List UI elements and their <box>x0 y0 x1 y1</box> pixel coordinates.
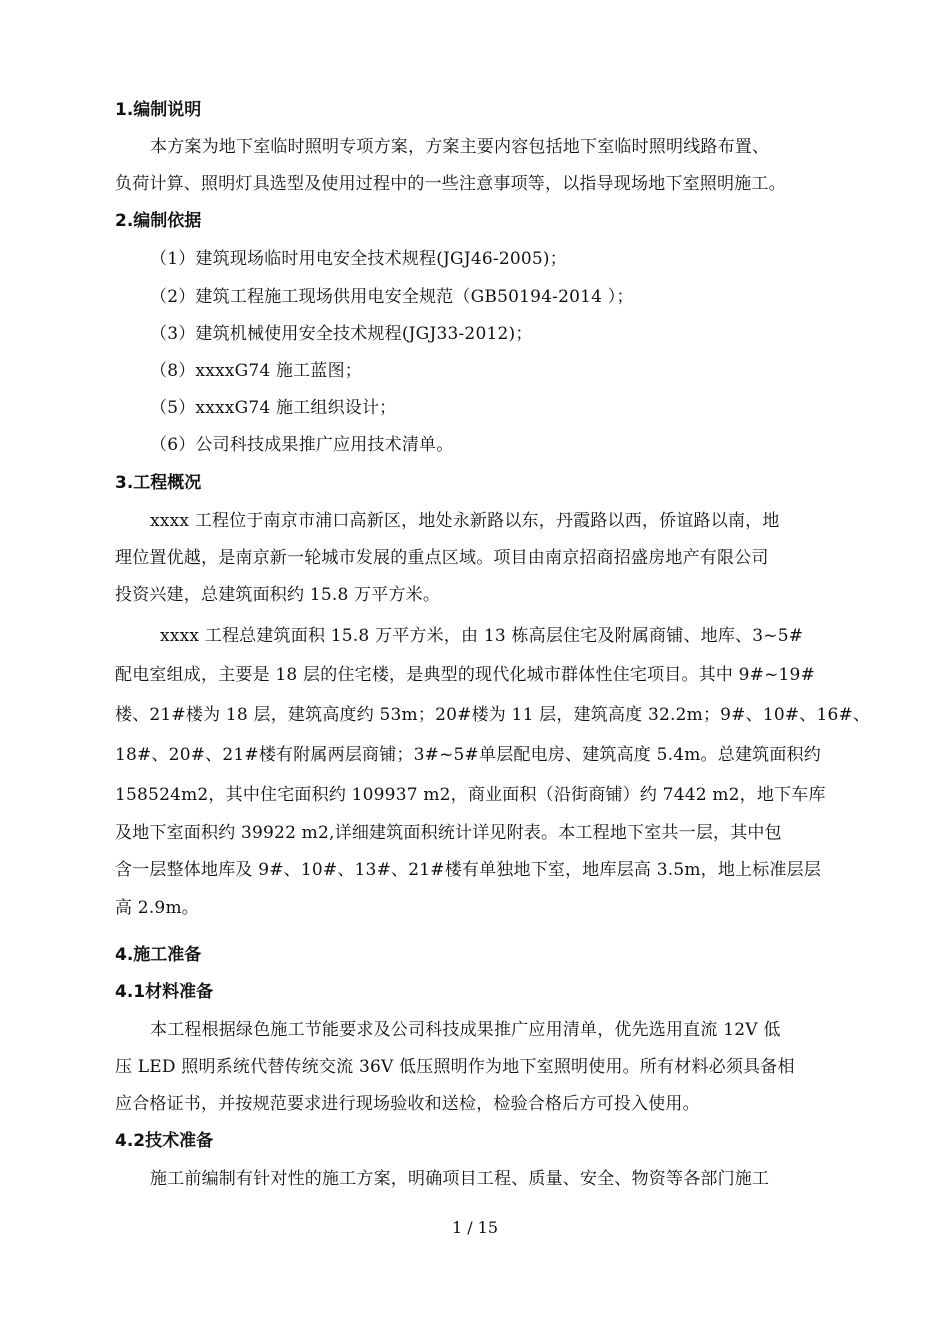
s3-p2-line-6: 及地下室面积约 39922 m2,详细建筑面积统计详见附表。本工程地下室共一层，其中包 <box>115 823 782 843</box>
s3-p2-line-5: 158524m2，其中住宅面积约 109937 m2，商业面积（沿街商铺）约 7442 m2，地下车库 <box>115 785 826 805</box>
s3-p2-line-7: 含一层整体地库及 9#、10#、13#、21#楼有单独地下室，地库层高 3.5m，地上标准层层 <box>115 860 822 880</box>
ref-item-3: （3）建筑机械使用安全技术规程(JGJ33-2012)； <box>150 324 533 344</box>
s3-p2-line-4: 18#、20#、21#楼有附属两层商铺；3#~5#单层配电房、建筑高度 5.4m。总建筑面积约 <box>115 745 821 765</box>
ref-item-4: （8）xxxxG74 施工蓝图； <box>150 361 362 381</box>
heading-3: 3.工程概况 <box>115 473 202 493</box>
ref-item-2: （2）建筑工程施工现场供用电安全规范（GB50194-2014 ）； <box>150 287 634 307</box>
s41-line-2: 压 LED 照明系统代替传统交流 36V 低压照明作为地下室照明使用。所有材料必须具备相 <box>115 1057 795 1077</box>
s41-line-3: 应合格证书，并按规范要求进行现场验收和送检，检验合格后方可投入使用。 <box>115 1094 700 1114</box>
heading-1: 1.编制说明 <box>115 100 202 120</box>
heading-4-1: 4.1材料准备 <box>115 982 214 1002</box>
s3-p2-line-3: 楼、21#楼为 18 层，建筑高度约 53m；20#楼为 11 层，建筑高度 32.2m；9#、10#、16#、 <box>115 705 871 725</box>
heading-4: 4.施工准备 <box>115 945 202 965</box>
s3-p1-line-2: 理位置优越，是南京新一轮城市发展的重点区域。项目由南京招商招盛房地产有限公司 <box>115 548 769 568</box>
s3-p2-line-8: 高 2.9m。 <box>115 898 199 918</box>
s3-p2-line-1: xxxx 工程总建筑面积 15.8 万平方米，由 13 栋高层住宅及附属商铺、地库、3~5# <box>160 626 804 646</box>
s3-p1-line-3: 投资兴建，总建筑面积约 15.8 万平方米。 <box>115 585 441 605</box>
s1-line-2: 负荷计算、照明灯具选型及使用过程中的一些注意事项等，以指导现场地下室照明施工。 <box>115 174 786 194</box>
s41-line-1: 本工程根据绿色施工节能要求及公司科技成果推广应用清单，优先选用直流 12V 低 <box>150 1020 781 1040</box>
s3-p1-line-1: xxxx 工程位于南京市浦口高新区，地处永新路以东，丹霞路以西，侨谊路以南，地 <box>150 511 780 531</box>
heading-4-2: 4.2技术准备 <box>115 1131 214 1151</box>
ref-item-6: （6）公司科技成果推广应用技术清单。 <box>150 435 454 455</box>
ref-item-1: （1）建筑现场临时用电安全技术规程(JGJ46-2005)； <box>150 249 567 269</box>
heading-2: 2.编制依据 <box>115 211 202 231</box>
ref-item-5: （5）xxxxG74 施工组织设计； <box>150 398 397 418</box>
page-number: 1 / 15 <box>451 1218 499 1237</box>
s42-line-1: 施工前编制有针对性的施工方案，明确项目工程、质量、安全、物资等各部门施工 <box>150 1169 770 1189</box>
s1-line-1: 本方案为地下室临时照明专项方案，方案主要内容包括地下室临时照明线路布置、 <box>150 137 770 157</box>
s3-p2-line-2: 配电室组成，主要是 18 层的住宅楼，是典型的现代化城市群体性住宅项目。其中 9#~19# <box>115 665 816 685</box>
